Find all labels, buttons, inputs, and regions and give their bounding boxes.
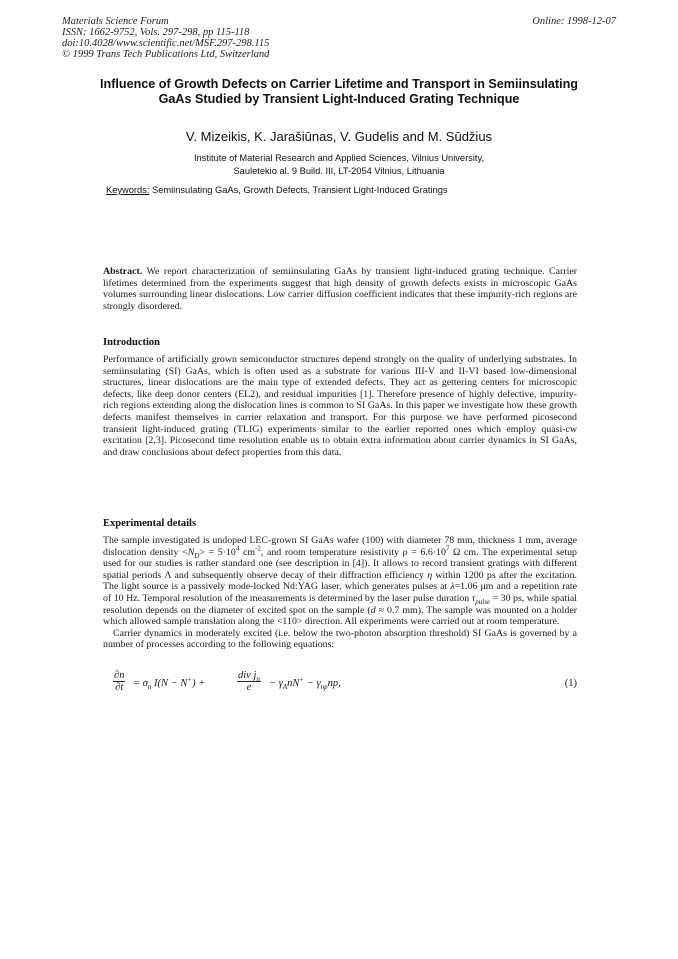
equation-term-2: − $\gamma_AnN^+ - \gamma_{np}np$, [269,675,341,692]
paper-authors: V. Mizeikis, K. Jarašiūnas, V. Gudelis and M. Sūdžius [185,129,493,144]
online-date: Online: 1998-12-07 [532,16,616,27]
keywords-text: Semiinsulating GaAs, Growth Defects, Transient Light-Induced Gratings [149,185,448,195]
experimental-heading: Experimental details [103,518,197,529]
equation-lhs-fraction: $\frac{\partial n}{\partial t}$ [114,670,125,693]
abstract-text: We report characterization of semiinsulating GaAs by transient light-induced grating technique. Carrier lifetimes determined from the experiments suggest that high density of growth defects exists in microscopic GaAs volumes surrounding linear dislocations. Low carrier diffusion coefficient indicates that these impurity-rich regions are strongly disordered. [103,266,577,312]
keywords-label: Keywords: [106,185,150,195]
equation-number: (1) [564,678,577,689]
affiliation-line-2: Sauletekio al. 9 Build. III, LT-2054 Vilnius, Lithuania [233,165,445,176]
experimental-paragraph-2: Carrier dynamics in moderately excited (i.e. below the two-photon absorption threshold) SI GaAs is governed by a number of processes according to the following equations: [103,627,577,651]
keywords [106,185,448,195]
abstract [103,266,577,312]
copyright-line: © 1999 Trans Tech Publications Ltd, Switzerland [62,49,270,60]
paper-title: Influence of Growth Defects on Carrier Lifetime and Transport in Semiinsulating GaAs Studied by Transient Light-Induced Grating Technique [100,77,578,106]
introduction-text: Performance of artificially grown semiconductor structures depend strongly on the quality of underlying substrates. In semiinsulating (SI) GaAs, which is often used as a substrate for various III-V and II-VI based low-dimensional structures, linear dislocations are the main type of extended defects. They act as gettering centers for microscopic defects, like deep donor centers (EL2), and residual impurities [1]. Therefore presence of highly defective, impurity-rich regions extending along the dislocation lines is common to SI GaAs. In this paper we investigate how these growth defects manifest themselves in carrier relaxation and transport. For this purpose we have performed picosecond transient light-induced grating (TLIG) experiments similar to the earlier reported ones which employ quasi-cw excitation [2,3]. Picosecond time resolution enable us to obtain extra information about carrier dynamics in SI GaAs, and draw conclusions about defect properties from this data. [103,354,577,458]
introduction-heading: Introduction [103,337,160,348]
issn-line: ISSN: 1662-9752, Vols. 297-298, pp 115-118 [62,27,250,38]
experimental-paragraph-1: The sample investigated is undoped LEC-grown SI GaAs wafer (100) with diameter 78 mm, thickness 1 mm, average dislocation density $<N_D> = 5\cdot 10^4$ $cm^{-2}$, and room temperature resistivity $\rho = 6.6\cdot 10^7$ Ω cm. The experimental setup used for our studies is rather standard one (see description in [4]). It allows to record transient gratings with different spatial periods Λ and subsequently observe decay of their diffraction efficiency η within 1200 ps after the excitation. The light source is a passively mode-locked Nd:YAG laser, which generates pulses at λ=1.06 μm and a repetition rate of 10 Hz. Temporal resolution of the measurements is determined by the laser pulse duration $\tau_{pulse} = 30$ ps, while spatial resolution depends on the diameter of excited spot on the sample (d ≈ 0.7 mm). The sample was mounted on a holder which allowed sample translation along the <110> direction. All experiments were carried out at room temperature. [103,535,578,628]
affiliation-line-1: Institute of Material Research and Applied Sciences, Vilnius University, [193,153,485,163]
equation-div-fraction: div $j_n$ e [238,670,260,693]
equation-1 [103,670,577,706]
journal-name: Materials Science Forum [62,16,169,27]
abstract-label: Abstract. [103,266,143,277]
experimental-text [103,535,577,651]
author-affiliation [100,152,578,177]
doi-link[interactable]: doi:10.4028/www.scientific.net/MSF.297-298.115 [62,38,270,49]
equation-term-1: = $\sigma_n$ I(N − N+) + [133,675,206,692]
